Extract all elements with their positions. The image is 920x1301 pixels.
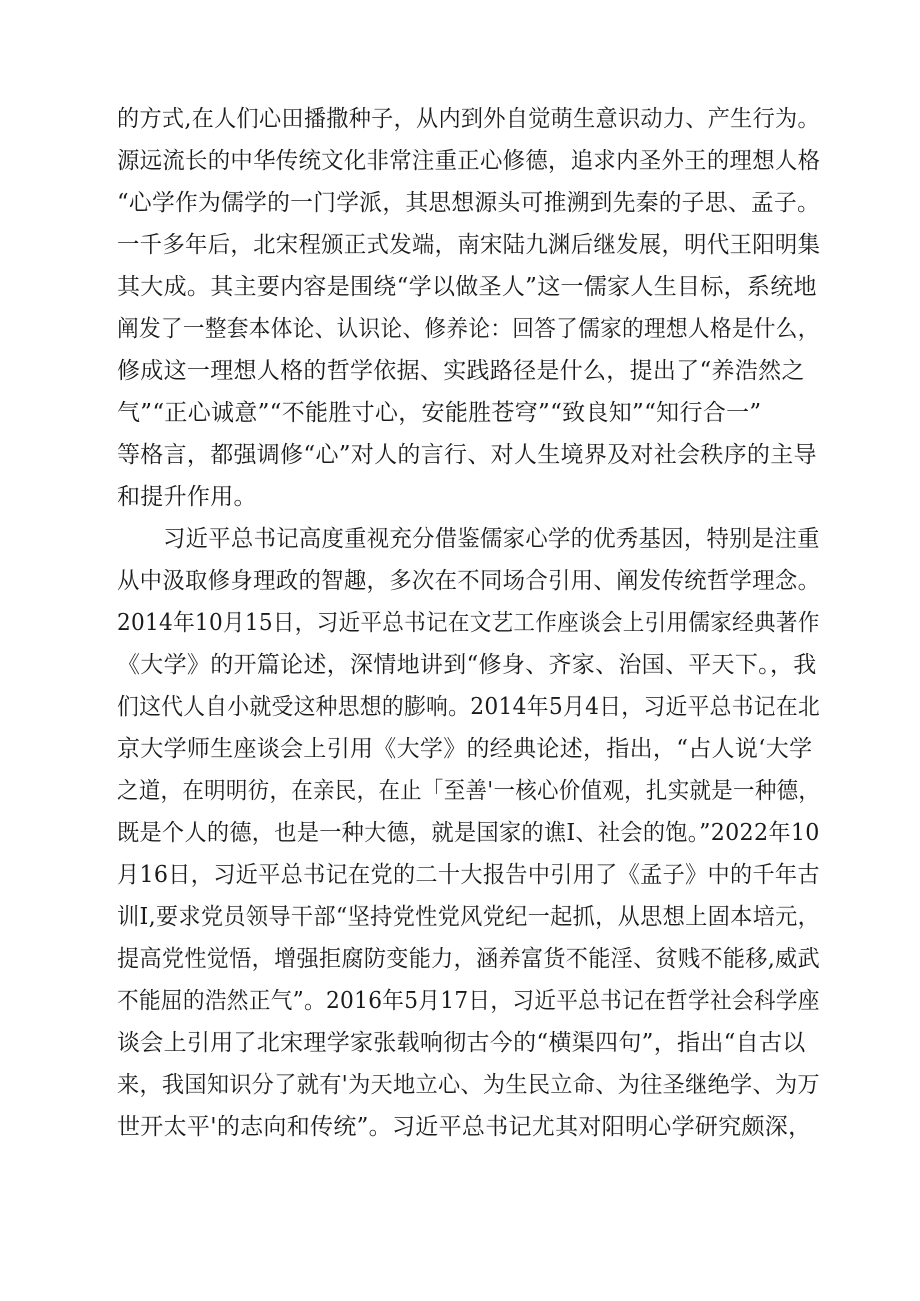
paragraph-first-line: 习近平总书记高度重视充分借鉴儒家心学的优秀基因，特别是注重 xyxy=(163,526,820,552)
text-line: 世开太平'的志向和传统”。习近平总书记尤其对阳明心学研究颇深， xyxy=(117,1114,812,1140)
text-line: 谈会上引用了北宋理学家张载响彻古今的“横渠四句”，指出“自古以 xyxy=(117,1030,806,1056)
text-line: 的方式,在人们心田播撒种子，从内到外自觉萌生意识动力、产生行为。 xyxy=(117,106,820,132)
text-line: 源远流长的中华传统文化非常注重正心修德，追求内圣外王的理想人格 xyxy=(117,148,821,174)
text-line: 不能屈的浩然正气”。2016年5月17日，习近平总书记在哲学社会科学座 xyxy=(117,988,820,1014)
text-line: 从中汲取修身理政的智趣，多次在不同场合引用、阐发传统哲学理念。 xyxy=(117,568,821,594)
text-line: 们这代人自小就受这种思想的膨响。2014年5月4日，习近平总书记在北 xyxy=(117,694,820,720)
text-line: 月16日，习近平总书记在党的二十大报告中引用了《孟子》中的千年古 xyxy=(117,862,820,888)
text-line: 训I,要求党员领导干部“坚持党性党风党纪一起抓，从思想上固本培元， xyxy=(117,904,821,930)
text-line: 之道，在明明彷，在亲民，在止「至善'一核心价值观，扎实就是一种德， xyxy=(117,778,821,804)
text-line: 其大成。其主要内容是围绕“学以做圣人”这一儒家人生目标，系统地 xyxy=(117,274,817,300)
text-line: 《大学》的开篇论述，深情地讲到“修身、齐家、治国、平天下。，我 xyxy=(117,652,817,678)
text-line: 来，我国知识分了就有'为天地立心、为生民立命、为往圣继绝学、为万 xyxy=(117,1072,820,1098)
text-line: 一千多年后，北宋程颁正式发端，南宋陆九渊后继发展，明代王阳明集 xyxy=(117,232,821,258)
text-line: 京大学师生座谈会上引用《大学》的经典论述，指出，“占人说‘大学 xyxy=(117,736,813,762)
text-line: 阐发了一整套本体论、认识论、修养论：回答了儒家的理想人格是什么， xyxy=(117,316,820,342)
text-line: 气”“正心诚意”“不能胜寸心，安能胜苍穹”“致良知”“知行合一” xyxy=(117,400,762,426)
text-line: 2014年10月15日，习近平总书记在文艺工作座谈会上引用儒家经典著作 xyxy=(117,610,820,636)
text-line: 提高党性觉悟，增强拒腐防变能力，涵养富货不能淫、贫贱不能移,威武 xyxy=(117,946,820,972)
text-line: 等格言，都强调修“心”对人的言行、对人生境界及对社会秩序的主导 xyxy=(117,442,817,468)
text-line: 既是个人的德，也是一种大德，就是国家的谯I、社会的饱。”2022年10 xyxy=(117,820,820,846)
text-line: “心学作为儒学的一门学派，其思想源头可推溯到先秦的子思、孟子。 xyxy=(117,190,821,216)
text-line: 修成这一理想人格的哲学依据、实践路径是什么，提出了“养浩然之 xyxy=(117,358,805,384)
text-line: 和提升作用。 xyxy=(117,484,257,510)
